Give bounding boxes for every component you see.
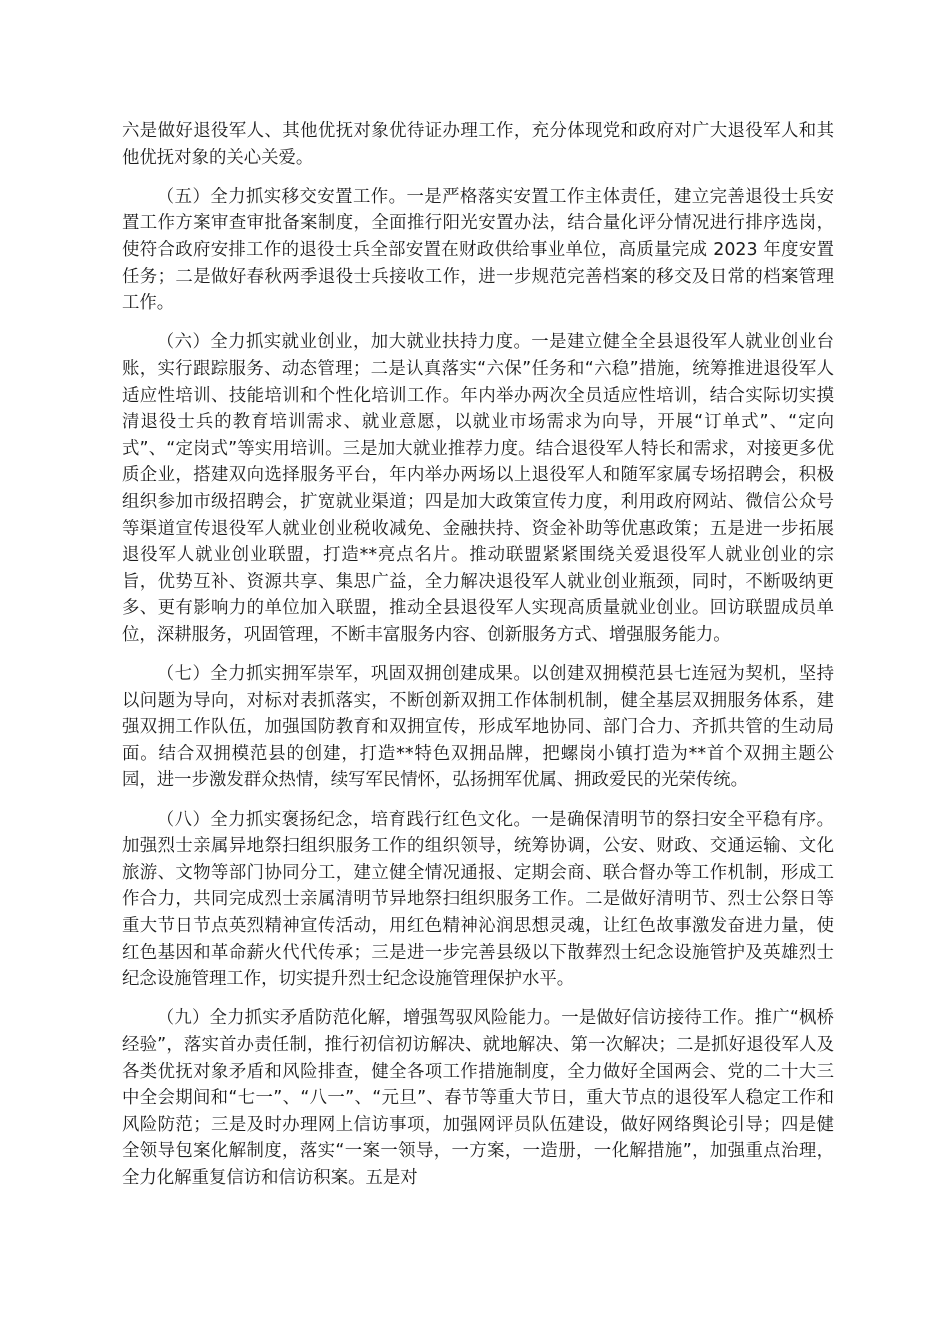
paragraph-section-9: （九）全力抓实矛盾防范化解，增强驾驭风险能力。一是做好信访接待工作。推广“枫桥经验”，落实首办责任制，推行初信初访解决、就地解决、第一次解决；二是抓好退役军人及各类优抚对象矛盾和风险排查，健全各项工作措施制度，全力做好全国两会、党的二十大三中全会期间和“七一”、“八一”、“元旦”、春节等重大节日，重大节点的退役军人稳定工作和风险防范；三是及时办理网上信访事项，加强网评员队伍建设，做好网络舆论引导；四是健全领导包案化解制度，落实“一案一领导，一方案，一造册，一化解措施”，加强重点治理，全力化解重复信访和信访积案。五是对 <box>122 1008 834 1188</box>
paragraph-continuation: 六是做好退役军人、其他优抚对象优待证办理工作，充分体现党和政府对广大退役军人和其他优抚对象的关心关爱。 <box>122 121 834 168</box>
paragraph-section-6: （六）全力抓实就业创业，加大就业扶持力度。一是建立健全全县退役军人就业创业台账，实行跟踪服务、动态管理；二是认真落实“六保”任务和“六稳”措施，统筹推进退役军人适应性培训、技能培训和个性化培训工作。年内举办两次全员适应性培训，结合实际切实摸清退役士兵的教育培训需求、就业意愿，以就业市场需求为向导，开展“订单式”、“定向式”、“定岗式”等实用培训。三是加大就业推荐力度。结合退役军人特长和需求，对接更多优质企业，搭建双向选择服务平台，年内举办两场以上退役军人和随军家属专场招聘会，积极组织参加市级招聘会，扩宽就业渠道；四是加大政策宣传力度，利用政府网站、微信公众号等渠道宣传退役军人就业创业税收减免、金融扶持、资金补助等优惠政策；五是进一步拓展退役军人就业创业联盟，打造**亮点名片。推动联盟紧紧围绕关爱退役军人就业创业的宗旨，优势互补、资源共享、集思广益，全力解决退役军人就业创业瓶颈，同时，不断吸纳更多、更有影响力的单位加入联盟，推动全县退役军人实现高质量就业创业。回访联盟成员单位，深耕服务，巩固管理，不断丰富服务内容、创新服务方式、增强服务能力。 <box>122 332 834 645</box>
paragraph-section-8: （八）全力抓实褒扬纪念，培育践行红色文化。一是确保清明节的祭扫安全平稳有序。加强烈士亲属异地祭扫组织服务工作的组织领导，统筹协调，公安、财政、交通运输、文化旅游、文物等部门协同分工，建立健全情况通报、定期会商、联合督办等工作机制，形成工作合力，共同完成烈士亲属清明节异地祭扫组织服务工作。二是做好清明节、烈士公祭日等重大节日节点英烈精神宣传活动，用红色精神沁润思想灵魂，让红色故事激发奋进力量，使红色基因和革命薪火代代传承；三是进一步完善县级以下散葬烈士纪念设施管护及英雄烈士纪念设施管理工作，切实提升烈士纪念设施管理保护水平。 <box>122 809 834 990</box>
document-body <box>122 118 834 1204</box>
paragraph-section-7: （七）全力抓实拥军崇军，巩固双拥创建成果。以创建双拥模范县七连冠为契机，坚持以问题为导向，对标对表抓落实，不断创新双拥工作体制机制，健全基层双拥服务体系，建强双拥工作队伍，加强国防教育和双拥宣传，形成军地协同、部门合力、齐抓共管的生动局面。结合双拥模范县的创建，打造**特色双拥品牌，把螺岗小镇打造为**首个双拥主题公园，进一步激发群众热情，续写军民情怀，弘扬拥军优属、拥政爱民的光荣传统。 <box>122 664 834 791</box>
paragraph-section-5: （五）全力抓实移交安置工作。一是严格落实安置工作主体责任，建立完善退役士兵安置工作方案审查审批备案制度，全面推行阳光安置办法，结合量化评分情况进行排序选岗，使符合政府安排工作的退役士兵全部安置在财政供给事业单位，高质量完成 2023 年度安置任务；二是做好春秋两季退役士兵接收工作，进一步规范完善档案的移交及日常的档案管理工作。 <box>122 186 834 314</box>
